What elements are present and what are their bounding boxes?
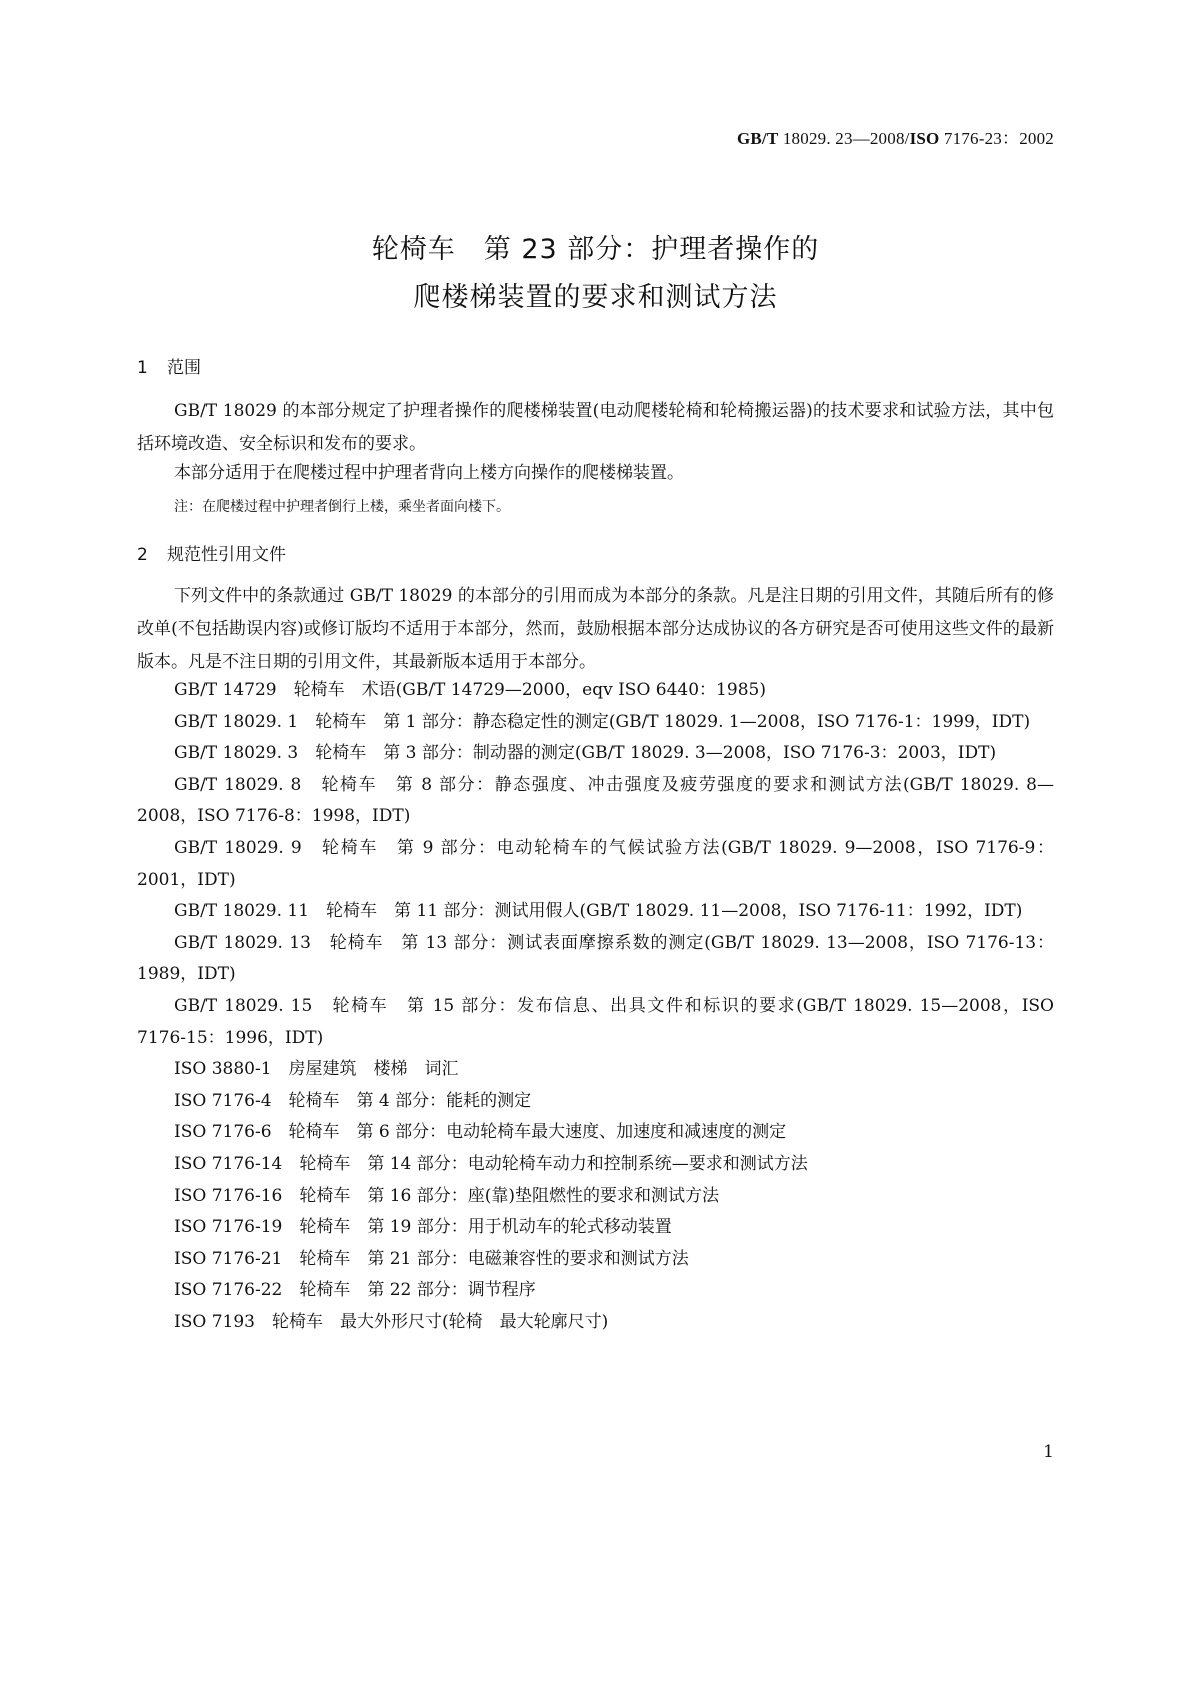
reference-item: ISO 7176-21 轮椅车 第 21 部分：电磁兼容性的要求和测试方法 — [174, 1248, 689, 1269]
reference-item: ISO 7176-22 轮椅车 第 22 部分：调节程序 — [174, 1280, 536, 1301]
section-1-paragraph-2: 本部分适用于在爬楼过程中护理者背向上楼方向操作的爬楼梯装置。 — [174, 463, 684, 483]
reference-item: GB/T 18029. 3 轮椅车 第 3 部分：制动器的测定(GB/T 18029. 3—2008，ISO 7176-3：2003，IDT) — [174, 743, 997, 764]
reference-item: ISO 7193 轮椅车 最大外形尺寸(轮椅 最大轮廓尺寸) — [174, 1311, 609, 1332]
reference-item: ISO 7176-16 轮椅车 第 16 部分：座(靠)垫阻燃性的要求和测试方法 — [174, 1185, 720, 1206]
reference-item: GB/T 14729 轮椅车 术语(GB/T 14729—2000，eqv ISO 6440：1985) — [174, 680, 766, 700]
title-line-1: 轮椅车 第 23 部分：护理者操作的 — [371, 234, 820, 265]
reference-item: GB/T 18029. 1 轮椅车 第 1 部分：静态稳定性的测定(GB/T 18029. 1—2008，ISO 7176-1：1999，IDT) — [174, 711, 1031, 732]
reference-item: ISO 7176-4 轮椅车 第 4 部分：能耗的测定 — [174, 1090, 532, 1111]
reference-item: GB/T 18029. 11 轮椅车 第 11 部分：测试用假人(GB/T 18029. 11—2008，ISO 7176-11：1992，IDT) — [174, 901, 1023, 922]
reference-item: ISO 7176-14 轮椅车 第 14 部分：电动轮椅车动力和控制系统—要求和测试方法 — [174, 1153, 808, 1174]
section-2-heading: 2 规范性引用文件 — [137, 545, 286, 565]
reference-list — [137, 675, 1054, 1338]
section-1-paragraph-1: GB/T 18029 的本部分规定了护理者操作的爬楼梯装置(电动爬楼轮椅和轮椅搬运器)的技术要求和试验方法，其中包括环境改造、安全标识和发布的要求。 — [137, 401, 1054, 454]
page-number: 1 — [1043, 1442, 1054, 1462]
section-2-intro: 下列文件中的条款通过 GB/T 18029 的本部分的引用而成为本部分的条款。凡是注日期的引用文件，其随后所有的修改单(不包括勘误内容)或修订版均不适用于本部分，然而，鼓励根据本部分达成协议的各方研究是否可使用这些文件的最新版本。凡是不注日期的引用文件，其最新版本适用于本部分。 — [137, 586, 1054, 672]
reference-item: GB/T 18029. 13 轮椅车 第 13 部分：测试表面摩擦系数的测定(GB/T 18029. 13—2008，ISO 7176-13：1989，IDT) — [137, 932, 1054, 985]
reference-item: GB/T 18029. 15 轮椅车 第 15 部分：发布信息、出具文件和标识的要求(GB/T 18029. 15—2008，ISO 7176-15：1996，IDT) — [137, 995, 1054, 1048]
standard-code: GB/T 18029. 23—2008/ISO 7176-23：2002 — [736, 129, 1054, 148]
document-title — [0, 226, 1191, 322]
section-1-heading: 1 范围 — [137, 358, 201, 378]
reference-item: ISO 7176-6 轮椅车 第 6 部分：电动轮椅车最大速度、加速度和减速度的测定 — [174, 1122, 787, 1143]
reference-item: ISO 7176-19 轮椅车 第 19 部分：用于机动车的轮式移动装置 — [174, 1217, 672, 1238]
section-1-note: 注：在爬楼过程中护理者倒行上楼，乘坐者面向楼下。 — [174, 499, 510, 515]
title-line-2: 爬楼梯装置的要求和测试方法 — [413, 282, 778, 313]
reference-item: GB/T 18029. 9 轮椅车 第 9 部分：电动轮椅车的气候试验方法(GB/T 18029. 9—2008，ISO 7176-9：2001，IDT) — [137, 837, 1054, 890]
reference-item: ISO 3880-1 房屋建筑 楼梯 词汇 — [174, 1059, 459, 1080]
reference-item: GB/T 18029. 8 轮椅车 第 8 部分：静态强度、冲击强度及疲劳强度的要求和测试方法(GB/T 18029. 8—2008，ISO 7176-8：1998，IDT) — [137, 774, 1054, 827]
